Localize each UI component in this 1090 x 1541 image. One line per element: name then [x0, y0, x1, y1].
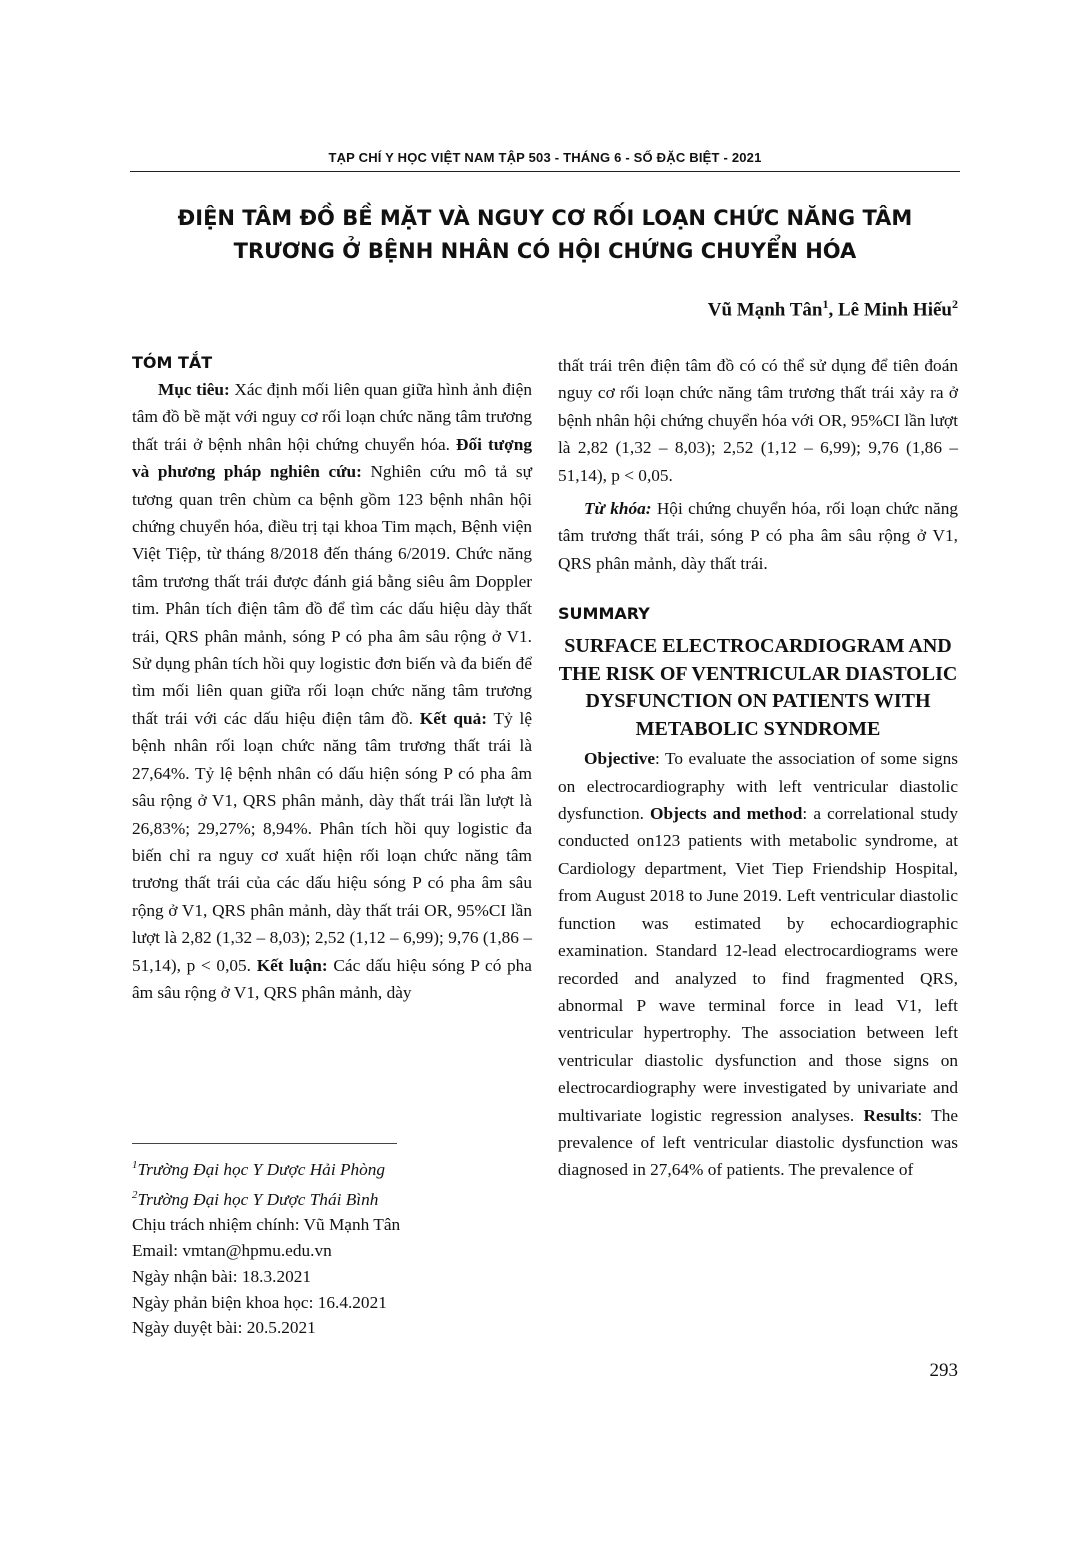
page-number: 293 — [929, 1360, 958, 1381]
footnote-1-mark: 1 — [132, 1159, 138, 1171]
label-result-vi: Kết quả: — [419, 708, 488, 728]
keywords-text: Hội chứng chuyển hóa, rối loạn chức năng tâm trương thất trái, sóng P có pha âm sâu rộng ở V1, QRS phân mảnh, dày thất trái. — [558, 499, 958, 573]
text-conclusion-vi: Các dấu hiệu sóng P có pha âm sâu rộng ở V1, QRS phân mảnh, dày — [132, 955, 532, 1002]
footnote-rule — [132, 1143, 397, 1144]
summary-heading: SUMMARY — [558, 604, 650, 624]
label-objective-vi: Mục tiêu: — [158, 380, 230, 399]
footnote-1-text: Trường Đại học Y Dược Hải Phòng — [137, 1159, 386, 1179]
left-column — [132, 350, 532, 1006]
text-objective-vi: Xác định mối liên quan giữa hình ảnh điện tâm đồ bề mặt với nguy cơ rối loạn chức năng tâm trương thất trái ở bệnh nhân hội chứng chuyển hóa. — [132, 380, 532, 454]
label-method-vi: Đối tượng và phương pháp nghiên cứu: — [132, 434, 532, 482]
text-results-en: : The prevalence of left ventricular diastolic dysfunction was diagnosed in 27,64% of patients. The prevalence of — [558, 1105, 959, 1180]
label-conclusion-vi: Kết luận: — [256, 955, 328, 975]
footnote-affil-1 — [132, 1153, 532, 1183]
author-2: Lê Minh Hiếu — [837, 299, 952, 321]
right-column — [558, 352, 958, 1184]
abstract-paragraph — [132, 376, 532, 1006]
author-1: Vũ Mạnh Tân — [707, 299, 823, 321]
footnotes — [132, 1153, 532, 1341]
author-2-affil: 2 — [952, 297, 958, 311]
journal-header: TẠP CHÍ Y HỌC VIỆT NAM TẬP 503 - THÁNG 6 - SỐ ĐẶC BIỆT - 2021 — [130, 150, 960, 172]
author-separator: , — [828, 299, 838, 321]
author-list — [708, 297, 958, 321]
keywords — [558, 495, 958, 577]
title-line-1: ĐIỆN TÂM ĐỒ BỀ MẶT VÀ NGUY CƠ RỐI LOẠN CHỨC NĂNG TÂM — [177, 206, 913, 230]
english-title: SURFACE ELECTROCARDIOGRAM AND THE RISK OF VENTRICULAR DIASTOLIC DYSFUNCTION ON PATIENTS WITH METABOLIC SYNDROME — [558, 635, 958, 740]
footnote-2-mark: 2 — [132, 1188, 138, 1201]
email: Email: vmtan@hpmu.edu.vn — [132, 1240, 332, 1260]
corresponding-author: Chịu trách nhiệm chính: Vũ Mạnh Tân — [132, 1215, 401, 1235]
label-keywords: Từ khóa: — [584, 499, 652, 519]
date-reviewed: Ngày phản biện khoa học: 16.4.2021 — [132, 1292, 387, 1312]
text-method-vi: Nghiên cứu mô tả sự tương quan trên chùm ca bệnh gồm 123 bệnh nhân hội chứng chuyển hóa, điều trị tại khoa Tim mạch, Bệnh viện Việt Tiệp, từ tháng 8/2018 đến tháng 6/2019. Chức năng tâm trương thất trái được đánh giá bằng siêu âm Doppler tim. Phân tích điện tâm đồ để tìm các dấu hiệu dày thất trái, QRS phân mảnh, sóng P có pha âm sâu rộng ở V1. Sử dụng phân tích hồi quy logistic đơn biến và đa biến để tìm mối liên quan giữa rối loạn chức năng tâm trương thất trái với các dấu hiệu điện tâm đồ. — [132, 462, 532, 728]
title-line-2: TRƯƠNG Ở BỆNH NHÂN CÓ HỘI CHỨNG CHUYỂN HÓA — [233, 239, 857, 263]
date-received: Ngày nhận bài: 18.3.2021 — [132, 1266, 312, 1286]
label-objects-en: Objects and method — [650, 804, 803, 824]
article-title — [130, 202, 960, 268]
label-objective-en: Objective — [584, 749, 656, 769]
footnote-2-text: Trường Đại học Y Dược Thái Bình — [137, 1189, 379, 1209]
text-objective-en: : To evaluate the association of some signs on electrocardiography with left ventricular diastolic dysfunction. — [558, 749, 958, 824]
text-result-vi: Tỷ lệ bệnh nhân rối loạn chức năng tâm trương thất trái là 27,64%. Tỷ lệ bệnh nhân có dấu hiện sóng P có pha âm sâu rộng ở V1, QRS phân mảnh, dày thất trái lần lượt là 26,83%; 29,27%; 8,94%. Phân tích hồi quy logistic đa biến chỉ ra nguy cơ xuất hiện rối loạn chức năng tâm trương thất trái của các dấu hiệu sóng P có pha âm sâu rộng ở V1, QRS phân mảnh, dày thất trái OR, 95%CI lần lượt là 2,82 (1,32 – 8,03); 2,52 (1,12 – 6,99); 9,76 (1,86 – 51,14), p < 0,05. — [132, 708, 533, 975]
abstract-heading: TÓM TẮT — [132, 353, 213, 372]
summary-paragraph — [558, 745, 958, 1184]
author-1-affil: 1 — [822, 297, 829, 311]
text-objects-en: : a correlational study conducted on123 patients with metabolic syndrome, at Cardiology department, Viet Tiep Friendship Hospital, from August 2018 to June 2019. Left ventricular diastolic function was estimated by echocardiographic examination. Standard 12-lead electrocardiograms were recorded and analyzed to find fragmented QRS, abnormal P wave terminal force in lead V1, left ventricular hypertrophy. The association between left ventricular diastolic dysfunction and those signs on electrocardiography were investigated by univariate and multivariate logistic regression analyses. — [558, 804, 958, 1125]
abstract-continuation: thất trái trên điện tâm đồ có có thể sử dụng để tiên đoán nguy cơ rối loạn chức năng tâm trương thất trái xảy ra ở bệnh nhân hội chứng chuyển hóa với OR, 95%CI lần lượt là 2,82 (1,32 – 8,03); 2,52 (1,12 – 6,99); 9,76 (1,86 – 51,14), p < 0,05. — [558, 356, 958, 485]
date-accepted: Ngày duyệt bài: 20.5.2021 — [132, 1318, 316, 1338]
label-results-en: Results — [863, 1105, 918, 1125]
footnote-affil-2 — [132, 1183, 532, 1213]
